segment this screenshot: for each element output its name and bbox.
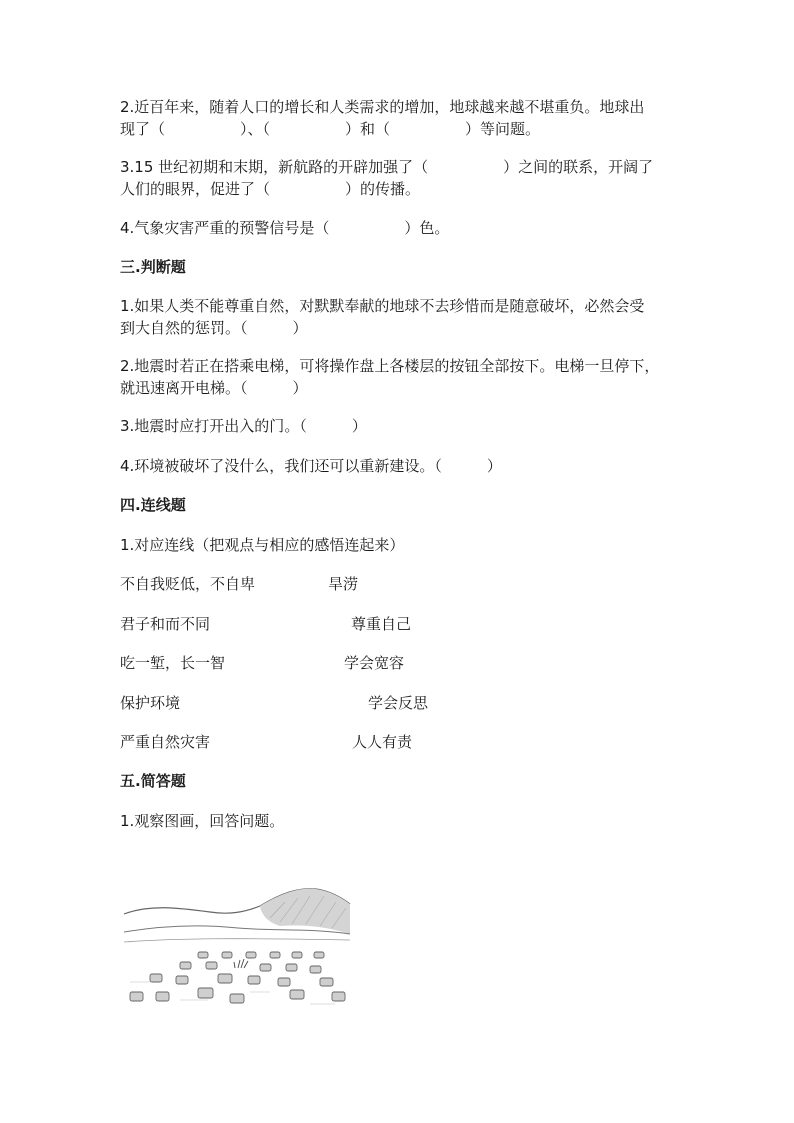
match-left-item: 不自我贬低，不自卑	[120, 575, 256, 593]
fill-q4: 4.气象灾害严重的预警信号是（ ）色。	[120, 219, 450, 237]
match-right-item: 学会宽容	[344, 654, 405, 672]
judge-q4: 4.环境被破坏了没什么，我们还可以重新建设。（ ）	[120, 457, 502, 475]
short-answer-q1: 1.观察图画，回答问题。	[120, 812, 285, 830]
fill-q3-line1: 3.15 世纪初期和末期，新航路的开辟加强了（ ）之间的联系，开阔了	[120, 158, 654, 176]
judge-q2-line2: 就迅速离开电梯。（ ）	[120, 379, 308, 397]
match-right-item: 学会反思	[368, 694, 429, 712]
section-heading-short-answer: 五.简答题	[120, 772, 186, 790]
match-left-item: 君子和而不同	[120, 615, 211, 633]
match-left-item: 吃一堑，长一智	[120, 654, 226, 672]
fill-q3-line2: 人们的眼界，促进了（ ）的传播。	[120, 180, 421, 198]
fill-q2-line1: 2.近百年来，随着人口的增长和人类需求的增加，地球越来越不堪重负。地球出	[120, 98, 645, 116]
fill-q2-line2: 现了（ ）、（ ）和（ ）等问题。	[120, 120, 541, 138]
section-heading-match: 四.连线题	[120, 496, 186, 514]
match-q1: 1.对应连线（把观点与相应的感悟连起来）	[120, 536, 405, 554]
match-right-item: 人人有责	[352, 733, 413, 751]
section-heading-judge: 三.判断题	[120, 258, 186, 276]
judge-q1-line1: 1.如果人类不能尊重自然，对默默奉献的地球不去珍惜而是随意破坏，必然会受	[120, 297, 645, 315]
match-right-item: 旱涝	[328, 575, 359, 593]
match-left-item: 严重自然灾害	[120, 733, 211, 751]
match-left-item: 保护环境	[120, 694, 181, 712]
judge-q2-line1: 2.地震时若正在搭乘电梯，可将操作盘上各楼层的按钮全部按下。电梯一旦停下，	[120, 357, 660, 375]
judge-q3: 3.地震时应打开出入的门。（ ）	[120, 417, 367, 435]
judge-q1-line2: 到大自然的惩罚。（ ）	[120, 319, 308, 337]
match-right-item: 尊重自己	[351, 615, 412, 633]
tree-stumps-illustration	[120, 882, 352, 1016]
